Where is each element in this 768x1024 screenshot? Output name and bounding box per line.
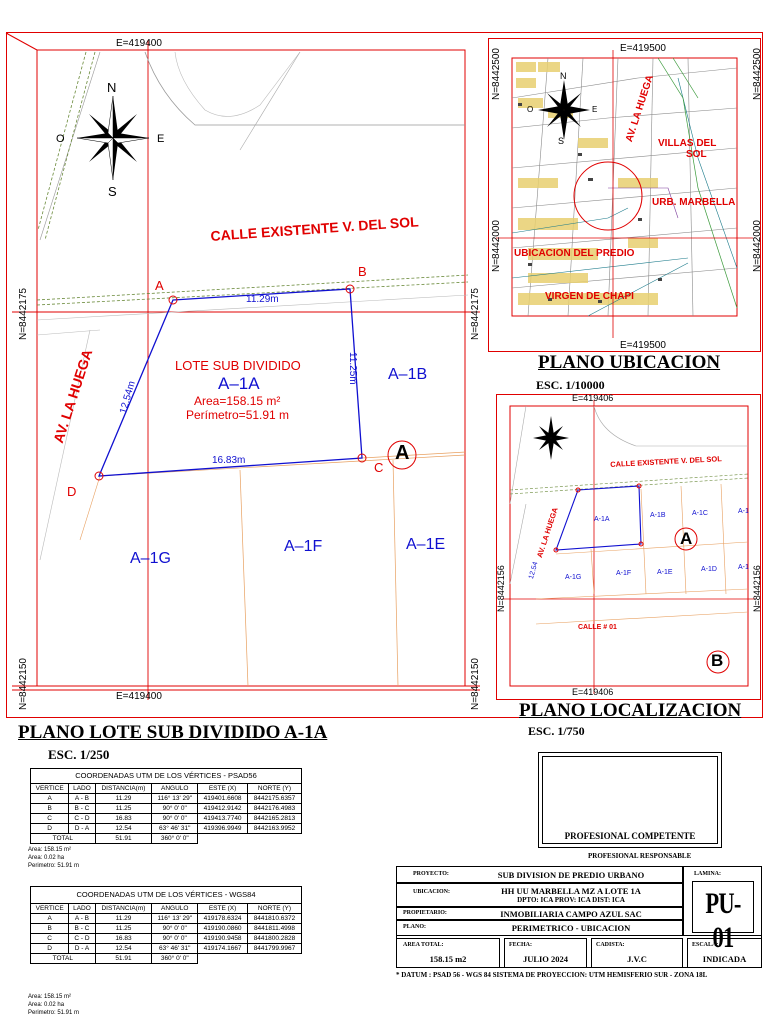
vertex-b: B — [358, 264, 367, 279]
main-n-lower-right: N=8442150 — [470, 658, 481, 710]
cell: 11.29 — [95, 794, 152, 804]
cell: 419190.9458 — [198, 934, 248, 944]
cell: 116° 13' 29" — [152, 914, 198, 924]
loc-lot-a1a: A-1A — [594, 516, 610, 523]
tb-fecha — [504, 938, 587, 968]
table-psad-header — [31, 784, 302, 794]
vertex-c: C — [374, 460, 384, 475]
th: NORTE (Y) — [247, 904, 301, 914]
cell: C — [31, 934, 69, 944]
tb-area-label: AREA TOTAL: — [403, 942, 444, 948]
table-row — [31, 944, 302, 954]
ub-label-avenue: AV. LA HUEGA — [624, 73, 656, 144]
cell: 8441811.4998 — [247, 924, 301, 934]
total-dist: 51.91 — [95, 954, 152, 964]
cell: 419178.6324 — [198, 914, 248, 924]
ubicacion-scale: ESC. 1/10000 — [536, 378, 605, 392]
cell: 63° 46' 31" — [152, 944, 198, 954]
tb-lamina-label: LAMINA: — [694, 871, 721, 877]
tb-ubicacion-label: UBICACION: — [413, 889, 451, 895]
lot-a1b: A–1B — [388, 366, 428, 383]
th: VERTICE — [31, 904, 69, 914]
localizacion-scale: ESC. 1/750 — [528, 724, 585, 738]
cell: 90° 0' 0" — [152, 804, 198, 814]
cell: 419413.7740 — [198, 814, 248, 824]
ub-label-marbella: URB. MARBELLA — [652, 197, 736, 208]
vertex-a: A — [155, 278, 164, 293]
compass-o: O — [56, 133, 65, 145]
cell: D — [31, 824, 69, 834]
main-n-upper-right: N=8442175 — [470, 288, 481, 340]
table-wgs-grid — [30, 903, 302, 964]
lot-perimeter: Perímetro=51.91 m — [186, 408, 290, 422]
table-row — [31, 804, 302, 814]
ub-n-lower-right: N=8442000 — [752, 220, 763, 272]
loc-n-right: N=8442156 — [752, 565, 762, 612]
table-row — [31, 924, 302, 934]
cell: 16.83 — [95, 934, 152, 944]
cell: 90° 0' 0" — [152, 814, 198, 824]
tb-fecha-value: JULIO 2024 — [522, 954, 569, 964]
cell: B - C — [69, 924, 95, 934]
side-cd: 16.83m — [212, 455, 246, 466]
table-wgs — [30, 886, 302, 964]
th: ANGULO — [152, 904, 198, 914]
tb-plano: PERIMETRICO - UBICACION — [511, 923, 631, 933]
tb-proyecto-label: PROYECTO: — [413, 871, 449, 877]
tb-ubicacion2: DPTO: ICA PROV: ICA DIST: ICA — [517, 896, 625, 904]
tb-fecha-label: FECHA: — [509, 942, 532, 948]
cell: 419190.0860 — [198, 924, 248, 934]
lot-id: A–1A — [218, 374, 260, 393]
cell: 16.83 — [95, 814, 152, 824]
tb-cadista — [591, 938, 683, 968]
loc-lot-a1d: A-1D — [701, 566, 717, 573]
cell: 90° 0' 0" — [152, 924, 198, 934]
tb-datum: * DATUM : PSAD 56 - WGS 84 SISTEMA DE PROYECCION: UTM HEMISFERIO SUR - ZONA 18L — [396, 971, 708, 979]
psad-note-1: Area: 158.15 m² — [28, 847, 72, 853]
cell: C - D — [69, 934, 95, 944]
cell: 116° 13' 29" — [152, 794, 198, 804]
tb-escala-label: ESCALA: — [692, 942, 719, 948]
tb-escala-value: INDICADA — [702, 954, 747, 964]
tb-propietario-row — [396, 907, 683, 920]
tb-area — [396, 938, 500, 968]
loc-block-a: A — [680, 529, 693, 548]
th: LADO — [69, 904, 95, 914]
table-row — [31, 914, 302, 924]
th: VERTICE — [31, 784, 69, 794]
tb-proyecto: SUB DIVISION DE PREDIO URBANO — [497, 870, 645, 880]
th: DISTANCIA(m) — [95, 904, 152, 914]
cell: 8442163.9952 — [247, 824, 301, 834]
cell: 8441810.6372 — [247, 914, 301, 924]
main-n-lower: N=8442150 — [18, 658, 29, 710]
cell: 90° 0' 0" — [152, 934, 198, 944]
tb-propietario: INMOBILIARIA CAMPO AZUL SAC — [500, 909, 642, 919]
total-label: TOTAL — [31, 834, 96, 844]
ub-e-top: E=419500 — [620, 43, 666, 54]
cell: A — [31, 914, 69, 924]
cell: 63° 46' 31" — [152, 824, 198, 834]
tb-ubicacion: HH UU MARBELLA MZ A LOTE 1A — [501, 886, 641, 896]
lot-a1e: A–1E — [406, 536, 446, 553]
ub-n-upper-right: N=8442500 — [752, 48, 763, 100]
compass-s: S — [108, 184, 117, 199]
tb-area-value: 158.15 m2 — [429, 954, 467, 964]
table-row — [31, 934, 302, 944]
ub-compass-o: O — [527, 105, 534, 114]
loc-e-top: E=419406 — [572, 393, 614, 403]
th: ESTE (X) — [198, 784, 248, 794]
loc-block-b: B — [711, 651, 724, 670]
cell: A — [31, 794, 69, 804]
cell: 12.54 — [95, 824, 152, 834]
tb-proyecto-row — [396, 866, 683, 883]
tb-lamina-value: PU-01 — [705, 887, 741, 954]
loc-lot-a1g: A-1G — [565, 574, 582, 581]
th: ESTE (X) — [198, 904, 248, 914]
street-label: CALLE EXISTENTE V. DEL SOL — [210, 213, 420, 244]
main-plan-title: PLANO LOTE SUB DIVIDIDO A-1A — [18, 722, 328, 743]
ub-compass-n: N — [560, 71, 567, 81]
cell: 11.25 — [95, 924, 152, 934]
loc-lot-a1-upper: A-1 — [738, 508, 749, 515]
table-total-row — [31, 834, 302, 844]
tb-propietario-label: PROPIETARIO: — [403, 910, 447, 916]
lot-title: LOTE SUB DIVIDIDO — [175, 358, 301, 373]
table-psad — [30, 768, 302, 844]
cell: 419401.6608 — [198, 794, 248, 804]
ub-compass-e: E — [592, 105, 598, 114]
block-a-label: A — [395, 442, 410, 464]
cell: 11.29 — [95, 914, 152, 924]
professional-box — [538, 752, 722, 848]
cell: D — [31, 944, 69, 954]
table-wgs-title: COORDENADAS UTM DE LOS VÉRTICES - WGS84 — [30, 886, 302, 903]
ub-label-villas: VILLAS DEL — [658, 138, 717, 149]
loc-street2: CALLE # 01 — [578, 624, 617, 631]
table-psad-title: COORDENADAS UTM DE LOS VÉRTICES - PSAD56 — [30, 768, 302, 783]
main-n-upper: N=8442175 — [18, 288, 29, 340]
lot-a1f: A–1F — [284, 538, 323, 555]
compass-e: E — [157, 133, 165, 145]
tb-ubicacion-row — [396, 883, 683, 907]
side-da: 12.54m — [118, 379, 138, 416]
loc-lot-a1f: A-1F — [616, 570, 632, 577]
table-row — [31, 824, 302, 834]
ub-compass-s: S — [558, 136, 565, 146]
cell: 8442176.4983 — [247, 804, 301, 814]
localizacion-title: PLANO LOCALIZACION — [519, 700, 742, 721]
loc-lot-a1c: A-1C — [692, 510, 708, 517]
cell: 11.25 — [95, 804, 152, 814]
main-e-bottom: E=419400 — [116, 691, 162, 702]
wgs-note-3: Perimetro: 51.91 m — [28, 1010, 80, 1016]
cell: 8441799.9967 — [247, 944, 301, 954]
cell: 8442175.6357 — [247, 794, 301, 804]
loc-street: CALLE EXISTENTE V. DEL SOL — [610, 454, 723, 469]
table-row — [31, 814, 302, 824]
ubicacion-title: PLANO UBICACION — [538, 352, 721, 373]
wgs-note-1: Area: 158.15 m² — [28, 994, 72, 1000]
ub-n-lower: N=8442000 — [491, 220, 502, 272]
table-row — [31, 794, 302, 804]
cell: B — [31, 924, 69, 934]
cell: C — [31, 814, 69, 824]
compass-n: N — [107, 80, 117, 95]
cell: B — [31, 804, 69, 814]
vertex-d: D — [67, 484, 77, 499]
table-total-row — [31, 954, 302, 964]
cell: D - A — [69, 944, 95, 954]
cell: 419396.9949 — [198, 824, 248, 834]
cell: A - B — [69, 794, 95, 804]
table-psad-grid — [30, 783, 302, 844]
main-e-top: E=419400 — [116, 38, 162, 49]
ub-label-predio: UBICACION DEL PREDIO — [514, 248, 635, 259]
cell: A - B — [69, 914, 95, 924]
avenue-label: AV. LA HUEGA — [50, 347, 96, 445]
tb-plano-row — [396, 920, 683, 936]
loc-avenue: AV. LA HUEGA — [535, 506, 560, 559]
tb-cadista-label: CADISTA: — [596, 942, 625, 948]
loc-dim: 12.54 — [528, 561, 540, 580]
tb-cadista-value: J.V.C — [627, 954, 647, 964]
th: NORTE (Y) — [247, 784, 301, 794]
total-label: TOTAL — [31, 954, 96, 964]
loc-lot-a1: A-1 — [738, 564, 749, 571]
side-ab: 11.29m — [246, 294, 279, 305]
loc-e-bottom: E=419406 — [572, 687, 614, 697]
loc-lot-a1e: A-1E — [657, 569, 673, 576]
loc-lot-a1b: A-1B — [650, 512, 666, 519]
psad-note-2: Area: 0.02 ha — [28, 855, 65, 861]
side-bc: 11.25m — [347, 352, 358, 385]
ub-e-bottom: E=419500 — [620, 340, 666, 351]
table-wgs-header — [31, 904, 302, 914]
lot-area: Area=158.15 m² — [194, 394, 281, 408]
cell: D - A — [69, 824, 95, 834]
ub-label-chapi: VIRGEN DE CHAPI — [545, 291, 634, 302]
cell: 419412.9142 — [198, 804, 248, 814]
professional-competent: PROFESIONAL COMPETENTE — [564, 831, 696, 841]
th: ANGULO — [152, 784, 198, 794]
th: DISTANCIA(m) — [95, 784, 152, 794]
total-angle: 360° 0' 0" — [152, 834, 198, 844]
th: LADO — [69, 784, 95, 794]
ub-label-sol: SOL — [686, 149, 707, 160]
cell: B - C — [69, 804, 95, 814]
ub-n-upper: N=8442500 — [491, 48, 502, 100]
ubicacion-plan — [488, 38, 761, 352]
lot-a1g: A–1G — [130, 550, 171, 567]
cell: C - D — [69, 814, 95, 824]
wgs-note-2: Area: 0.02 ha — [28, 1002, 65, 1008]
tb-escala — [687, 938, 762, 968]
tb-plano-label: PLANO: — [403, 924, 426, 930]
cell: 12.54 — [95, 944, 152, 954]
total-angle: 360° 0' 0" — [152, 954, 198, 964]
cell: 8442165.2813 — [247, 814, 301, 824]
cell: 8441800.2828 — [247, 934, 301, 944]
professional-responsible: PROFESIONAL RESPONSABLE — [588, 852, 692, 860]
loc-n-left: N=8442156 — [496, 565, 506, 612]
psad-note-3: Perimetro: 51.91 m — [28, 863, 80, 869]
cell: 419174.1667 — [198, 944, 248, 954]
total-dist: 51.91 — [95, 834, 152, 844]
main-plan-scale: ESC. 1/250 — [48, 747, 110, 762]
